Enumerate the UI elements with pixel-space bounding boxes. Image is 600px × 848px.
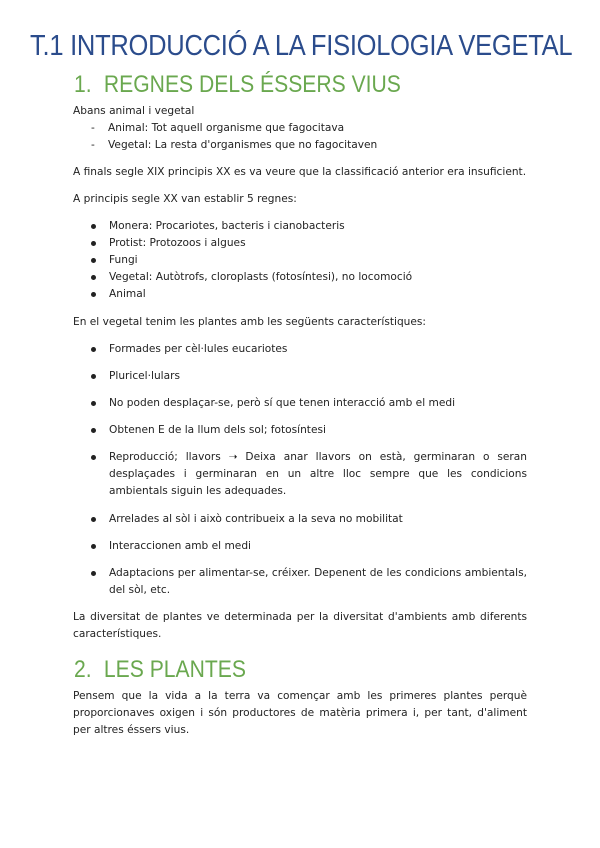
dash-item: - Vegetal: La resta d'organismes que no fagocitaven [91, 139, 378, 151]
characteristic-item: Adaptacions per alimentar-se, créixer. Depenent de les condicions ambientals, del sòl, etc. [91, 565, 527, 599]
paragraph: A finals segle XIX principis XX es va veure que la classificació anterior era insuficient. [73, 166, 527, 178]
section-2-number: 2. [74, 656, 92, 683]
section-2-title: LES PLANTES [103, 656, 246, 683]
bullet-icon [91, 517, 96, 522]
paragraph: En el vegetal tenim les plantes amb les següents característiques: [73, 316, 427, 328]
bullet-icon [91, 428, 96, 433]
section-1-heading [74, 71, 401, 99]
section-1-number: 1. [74, 71, 92, 98]
section-1-intro: Abans animal i vegetal [73, 105, 195, 117]
bullet-icon [91, 544, 96, 549]
section-2-heading [74, 656, 246, 684]
bullet-icon [91, 258, 96, 263]
paragraph: A principis segle XX van establir 5 regnes: [73, 193, 297, 205]
bullet-icon [91, 401, 96, 406]
bullet-icon [91, 347, 96, 352]
section-1-title: REGNES DELS ÉSSERS VIUS [103, 71, 401, 98]
bullet-icon [91, 455, 96, 460]
page-title: T.1 INTRODUCCIÓ A LA FISIOLOGIA VEGETAL [30, 30, 573, 62]
kingdom-item: Vegetal: Autòtrofs, cloroplasts (fotosíntesi), no locomoció [91, 269, 527, 286]
characteristic-item: Obtenen E de la llum dels sol; fotosíntesi [91, 422, 527, 439]
kingdom-item: Fungi [91, 252, 527, 269]
characteristic-item: No poden desplaçar-se, però sí que tenen interacció amb el medi [91, 395, 527, 412]
characteristic-item: Interaccionen amb el medi [91, 538, 527, 555]
kingdom-item: Protist: Protozoos i algues [91, 235, 527, 252]
bullet-icon [91, 571, 96, 576]
bullet-icon [91, 292, 96, 297]
dash-item: - Animal: Tot aquell organisme que fagocitava [91, 122, 345, 134]
characteristic-item: Pluricel·lulars [91, 368, 527, 385]
kingdom-item: Animal [91, 286, 527, 303]
bullet-icon [91, 275, 96, 280]
bullet-icon [91, 241, 96, 246]
bullet-icon [91, 224, 96, 229]
characteristic-item: Arrelades al sòl i això contribueix a la seva no mobilitat [91, 511, 527, 528]
characteristic-item: Reproducció; llavors ➝ Deixa anar llavors on està, germinaran o seran desplaçades i germinaran en un altre lloc sempre que les condicions ambientals siguin les adequades. [91, 449, 527, 500]
bullet-icon [91, 374, 96, 379]
section-2-paragraph: Pensem que la vida a la terra va començar amb les primeres plantes perquè proporcionaves oxigen i són productores de matèria primera i, per tant, d'aliment per altres éssers vius. [73, 690, 527, 736]
kingdom-item: Monera: Procariotes, bacteris i cianobacteris [91, 218, 527, 235]
closing-paragraph: La diversitat de plantes ve determinada per la diversitat d'ambients amb diferents característiques. [73, 611, 527, 640]
characteristic-item: Formades per cèl·lules eucariotes [91, 341, 527, 358]
